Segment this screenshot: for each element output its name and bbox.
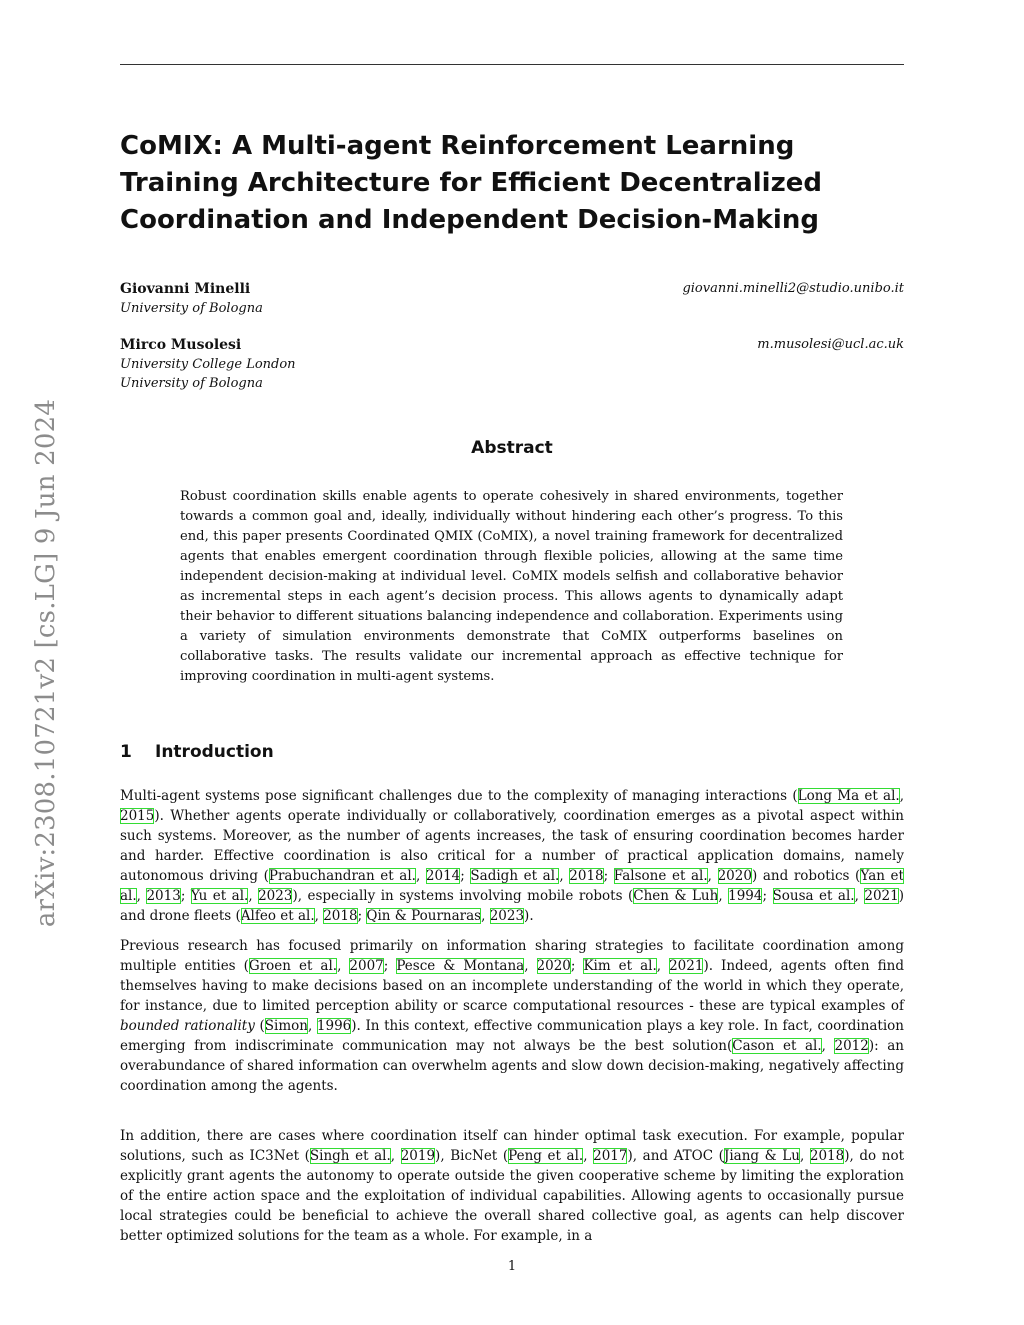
body-text: ,	[481, 908, 490, 924]
body-text: ). Whether agents operate individually or collaboratively, coordination emerges as a pivotal aspect within such systems. Moreover, as the number of agents increases, the task of ensuring coordination becomes harder and harder. Effective coordination is also critical for a number of practical application domains, namely autonomous driving (	[120, 808, 904, 884]
body-text: ): an overabundance of shared information can overwhelm agents and slow down decision-making, negatively affecting coordination among the agents.	[120, 1038, 904, 1094]
citation-link[interactable]: Yu et al.	[190, 888, 249, 904]
body-text: ;	[383, 958, 397, 974]
author-block-1	[120, 280, 904, 318]
citation-link[interactable]: Long Ma et al.	[797, 788, 900, 804]
body-text: ,	[899, 788, 904, 804]
body-text: ,	[415, 868, 426, 884]
author-affiliation: University College London	[120, 357, 296, 372]
citation-link[interactable]: 2020	[536, 958, 571, 974]
body-text: ;	[603, 868, 614, 884]
body-text: ,	[854, 888, 865, 904]
body-paragraph	[120, 936, 904, 1096]
section-heading	[120, 742, 274, 762]
body-text: (	[254, 1018, 265, 1034]
citation-link[interactable]: Peng et al.	[508, 1148, 584, 1164]
citation-link[interactable]: Pesce & Montana	[396, 958, 525, 974]
citation-link[interactable]: 1996	[316, 1018, 352, 1034]
author-email: m.musolesi@ucl.ac.uk	[757, 337, 904, 352]
body-text: ;	[570, 958, 584, 974]
author-affiliation: University of Bologna	[120, 301, 263, 316]
paper-title: CoMIX: A Multi-agent Reinforcement Learning Training Architecture for Efficient Decentralized Coordination and Independent Decision-Making	[120, 131, 822, 235]
citation-link[interactable]: Simon	[264, 1018, 308, 1034]
author-block-2	[120, 336, 904, 393]
citation-link[interactable]: 2017	[593, 1148, 628, 1164]
citation-link[interactable]: Groen et al.	[248, 958, 338, 974]
citation-link[interactable]: Falsone et al.	[613, 868, 708, 884]
abstract-heading: Abstract	[471, 438, 553, 458]
citation-link[interactable]: 2018	[809, 1148, 845, 1164]
citation-link[interactable]: Kim et al.	[583, 958, 657, 974]
body-text: ;	[180, 888, 191, 904]
body-text: ,	[821, 1038, 835, 1054]
body-text: ;	[460, 868, 471, 884]
citation-link[interactable]: Chen & Luh	[633, 888, 719, 904]
citation-link[interactable]: 2013	[146, 888, 181, 904]
citation-link[interactable]: Jiang & Lu	[723, 1148, 800, 1164]
body-text: Multi-agent systems pose significant challenges due to the complexity of managing interactions (	[120, 788, 798, 804]
body-text: ,	[136, 888, 147, 904]
citation-link[interactable]: Cason et al.	[732, 1038, 822, 1054]
citation-link[interactable]: 2007	[349, 958, 384, 974]
abstract-text: Robust coordination skills enable agents to operate cohesively in shared environments, together towards a common goal and, ideally, individually without hindering each other’s progress. To this end, this paper presents Coordinated QMIX (CoMIX), a novel training framework for decentralized agents that enables emergent coordination through flexible policies, allowing at the same time independent decision-making at individual level. CoMIX models selfish and collaborative behavior as incremental steps in each agent’s decision process. This allows agents to dynamically adapt their behavior to different situations balancing independence and collaboration. Experiments using a variety of simulation environments demonstrate that CoMIX outperforms baselines on collaborative tasks. The results validate our incremental approach as effective technique for improving coordination in multi-agent systems.	[180, 489, 843, 684]
section-title: Introduction	[155, 742, 274, 762]
citation-link[interactable]: 2014	[425, 868, 461, 884]
arxiv-id: arXiv:2308.10721v2 [cs.LG] 9 Jun 2024	[31, 398, 61, 927]
citation-link[interactable]: 2012	[834, 1038, 869, 1054]
body-text: In addition, there are cases where coordination itself can hinder optimal task execution. For example, popular solutions, such as IC3Net (	[120, 1128, 904, 1164]
body-text: ). Indeed, agents often find themselves having to make decisions based on an incomplete understanding of the world in which they operate, for instance, due to limited perception ability or scarce computational resources - these are typical examples of	[120, 958, 904, 1014]
citation-link[interactable]: 2015	[120, 808, 155, 824]
citation-link[interactable]: Prabuchandran et al.	[268, 868, 416, 884]
body-text: ,	[314, 908, 324, 924]
body-text: ), and ATOC (	[627, 1148, 724, 1164]
citation-link[interactable]: Yan et al.	[120, 868, 904, 904]
citation-link[interactable]: Sadigh et al.	[470, 868, 560, 884]
body-text: ), especially in systems involving mobile robots (	[292, 888, 634, 904]
citation-link[interactable]: 2023	[258, 888, 293, 904]
body-text: ).	[524, 908, 534, 924]
citation-link[interactable]: 2020	[717, 868, 752, 884]
body-text: ,	[337, 958, 350, 974]
body-text: ), do not explicitly grant agents the autonomy to operate outside the given cooperative scheme by limiting the exploration of the entire action space and the exploitation of individual capabilities. Allowing agents to occasionally pursue local strategies could be beneficial to achieve the overall shared collective goal, as agents can help discover better optimized solutions for the team as a whole. For example, in a	[120, 1148, 905, 1244]
body-text: ,	[248, 888, 259, 904]
citation-link[interactable]: Sousa et al.	[772, 888, 855, 904]
citation-link[interactable]: 2018	[323, 908, 358, 924]
citation-link[interactable]: Singh et al.	[309, 1148, 391, 1164]
body-paragraph	[120, 1126, 904, 1246]
body-text: ;	[357, 908, 367, 924]
author-name: Mirco Musolesi	[120, 337, 242, 353]
emphasis-text: bounded rationality	[120, 1018, 255, 1034]
body-text: ). In this context, effective communication plays a key role. In fact, coordination emerging from indiscriminate communication may not always be the best solution(	[120, 1018, 904, 1054]
body-paragraph	[120, 786, 904, 926]
author-affiliation: University of Bologna	[120, 376, 263, 391]
body-text: ,	[799, 1148, 810, 1164]
body-text: ,	[559, 868, 570, 884]
citation-link[interactable]: Qin & Pournaras	[366, 908, 482, 924]
citation-link[interactable]: 2018	[569, 868, 604, 884]
body-text: ,	[390, 1148, 401, 1164]
body-text: ;	[762, 888, 773, 904]
body-text: ,	[307, 1018, 317, 1034]
body-text: ,	[583, 1148, 594, 1164]
citation-link[interactable]: Alfeo et al.	[240, 908, 315, 924]
body-text: ,	[656, 958, 670, 974]
body-text: ) and drone fleets (	[120, 888, 904, 924]
body-text: ,	[524, 958, 537, 974]
page-number: 1	[507, 1259, 517, 1274]
body-text: ) and robotics (	[751, 868, 861, 884]
section-number: 1	[120, 742, 132, 762]
citation-link[interactable]: 2021	[669, 958, 704, 974]
body-text: ,	[707, 868, 718, 884]
citation-link[interactable]: 2019	[400, 1148, 436, 1164]
author-name: Giovanni Minelli	[120, 281, 251, 297]
citation-link[interactable]: 2021	[864, 888, 899, 904]
body-text: ,	[718, 888, 729, 904]
author-email: giovanni.minelli2@studio.unibo.it	[682, 281, 904, 296]
citation-link[interactable]: 1994	[728, 888, 763, 904]
body-text: ), BicNet (	[435, 1148, 509, 1164]
body-text: Previous research has focused primarily on information sharing strategies to facilitate coordination among multiple entities (	[120, 938, 904, 974]
header-rule	[120, 64, 904, 65]
citation-link[interactable]: 2023	[489, 908, 525, 924]
